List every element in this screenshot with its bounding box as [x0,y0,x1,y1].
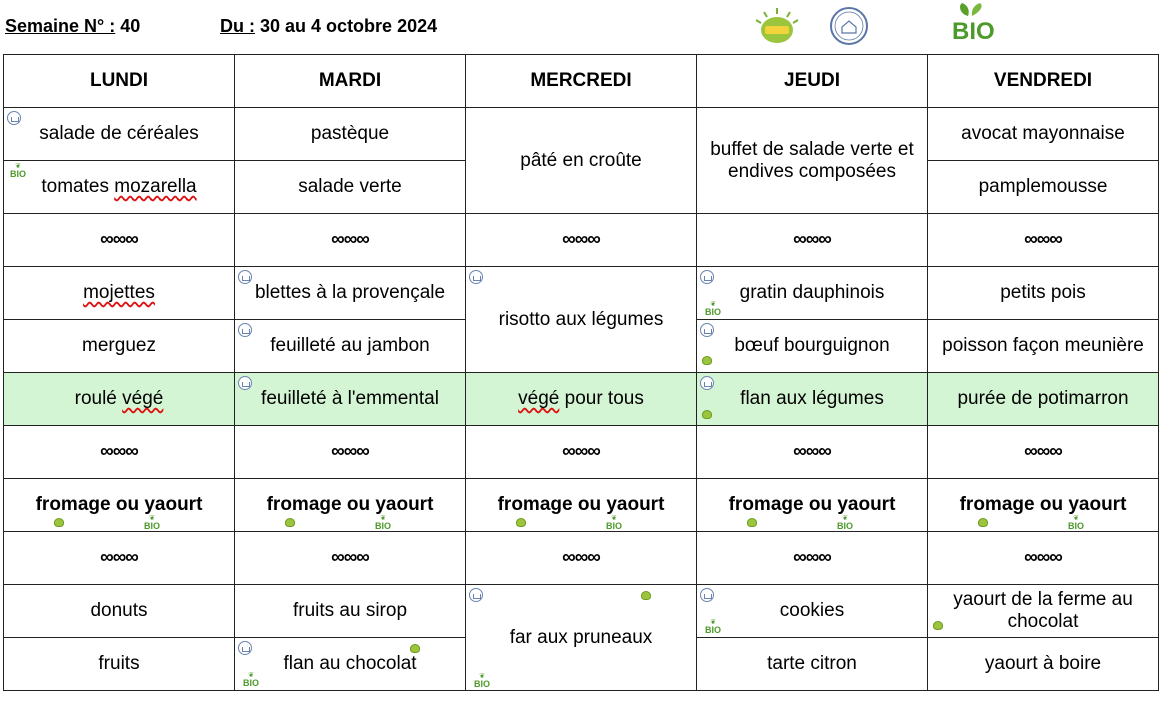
main-vendredi-2: poisson façon meunière [928,320,1159,373]
starter-lundi-1 [4,108,235,161]
fait-maison-icon [238,323,252,337]
separator-row-1 [4,214,1159,267]
main-vendredi-1: petits pois [928,267,1159,320]
dish-text: yaourt de la ferme au chocolat [953,589,1133,632]
dish-text: risotto aux légumes [498,308,664,330]
fait-maison-icon [700,323,714,337]
separator: ∞∞∞ [928,532,1159,585]
separator: ∞∞∞ [928,214,1159,267]
week-number [5,16,140,37]
separator: ∞∞∞ [235,426,466,479]
dairy-vendredi [928,479,1159,532]
produits-locaux-icon [933,621,943,630]
dish-text: fromage ou yaourt [959,494,1127,515]
starter-mardi-1: pastèque [235,108,466,161]
separator: ∞∞∞ [928,426,1159,479]
dish-text: fromage ou yaourt [497,494,665,515]
fait-maison-icon [7,111,21,125]
bio-icon: ❦ BIO [243,672,259,688]
dish-text-flagged: végé [122,388,164,409]
produits-locaux-logo [752,6,802,46]
dish-text: fromage ou yaourt [728,494,896,515]
dish-text: salade de céréales [39,123,199,144]
produits-locaux-icon [747,518,757,527]
produits-locaux-icon [978,518,988,527]
produits-locaux-icon [641,591,651,600]
fait-maison-icon [700,376,714,390]
date-label: Du : [220,16,255,36]
separator: ∞∞∞ [235,214,466,267]
dish-text-flagged: végé [518,388,560,409]
main-lundi-2: merguez [4,320,235,373]
bio-icon: ❦ BIO [144,515,160,531]
dessert-vendredi-1 [928,585,1159,638]
bio-icon: ❦ BIO [474,673,490,689]
produits-locaux-icon [516,518,526,527]
bio-icon: ❦ BIO [375,515,391,531]
fait-maison-icon [469,588,483,602]
main-mercredi [466,267,697,373]
days-row [4,55,1159,108]
separator: ∞∞∞ [4,532,235,585]
vege-mardi [235,373,466,426]
dessert-mardi-2 [235,638,466,691]
vege-mercredi [466,373,697,426]
separator: ∞∞∞ [697,214,928,267]
week-label: Semaine N° : [5,16,116,36]
main-jeudi-1 [697,267,928,320]
dairy-mardi [235,479,466,532]
separator-row-2 [4,426,1159,479]
dish-text: cookies [779,600,845,621]
main-mardi-1 [235,267,466,320]
produits-locaux-icon [285,518,295,527]
dish-text: gratin dauphinois [739,282,885,303]
separator: ∞∞∞ [235,532,466,585]
separator: ∞∞∞ [4,214,235,267]
fait-maison-icon [238,641,252,655]
date-value: 30 au 4 octobre 2024 [260,16,438,36]
separator: ∞∞∞ [697,426,928,479]
dessert-jeudi-1 [697,585,928,638]
fait-maison-icon [700,588,714,602]
dish-text: fromage ou yaourt [35,494,203,515]
bio-icon: ❦ BIO [10,163,26,179]
dessert-jeudi-2: tarte citron [697,638,928,691]
fait-maison-icon [238,376,252,390]
bio-logo [950,2,1000,42]
separator: ∞∞∞ [697,532,928,585]
menu-header [0,0,1163,54]
dish-text: fromage ou yaourt [266,494,434,515]
starter-jeudi: buffet de salade verte et endives composées [697,108,928,214]
day-header-vendredi: VENDREDI [928,55,1159,108]
dish-text-flagged: mojettes [83,282,155,303]
bio-icon: ❦ BIO [705,301,721,317]
dairy-row [4,479,1159,532]
day-header-mercredi: MERCREDI [466,55,697,108]
main-jeudi-2 [697,320,928,373]
main-mardi-2 [235,320,466,373]
separator: ∞∞∞ [466,532,697,585]
separator: ∞∞∞ [466,214,697,267]
bio-icon: ❦ BIO [705,619,721,635]
fait-maison-icon [469,270,483,284]
dish-text: flan aux légumes [740,388,884,409]
starter-mardi-2: salade verte [235,161,466,214]
dish-text: flan au chocolat [283,653,417,674]
vege-jeudi [697,373,928,426]
date-range [220,16,437,37]
main-row-1 [4,267,1159,320]
dessert-mardi-1: fruits au sirop [235,585,466,638]
day-header-jeudi: JEUDI [697,55,928,108]
dairy-lundi [4,479,235,532]
separator: ∞∞∞ [4,426,235,479]
bio-icon: ❦ BIO [837,515,853,531]
day-header-lundi: LUNDI [4,55,235,108]
dish-text: tomates [41,176,115,197]
vege-lundi [4,373,235,426]
produits-locaux-icon [410,644,420,653]
dish-text: feuilleté à l'emmental [261,388,439,409]
bio-icon: ❦ BIO [606,515,622,531]
separator-row-3 [4,532,1159,585]
dish-text-flagged: mozarella [114,176,197,197]
dessert-mercredi [466,585,697,691]
produits-locaux-icon [702,410,712,419]
starter-row-1 [4,108,1159,161]
produits-locaux-icon [702,356,712,365]
fait-maison-logo [828,6,870,46]
dish-text: bœuf bourguignon [734,335,890,356]
fait-maison-icon [700,270,714,284]
dish-text: pour tous [559,388,644,409]
bio-icon: ❦ BIO [1068,515,1084,531]
day-header-mardi: MARDI [235,55,466,108]
dairy-jeudi [697,479,928,532]
starter-vendredi-2: pamplemousse [928,161,1159,214]
dish-text: far aux pruneaux [509,626,653,648]
vege-vendredi: purée de potimarron [928,373,1159,426]
main-lundi-1 [4,267,235,320]
svg-text:BIO: BIO [952,18,995,42]
weekly-menu-table [3,54,1159,691]
dish-text: roulé [74,388,123,409]
dairy-mercredi [466,479,697,532]
dessert-row-1 [4,585,1159,638]
starter-vendredi-1: avocat mayonnaise [928,108,1159,161]
week-value: 40 [120,16,141,36]
vege-row [4,373,1159,426]
starter-mercredi: pâté en croûte [466,108,697,214]
produits-locaux-icon [54,518,64,527]
dessert-lundi-1: donuts [4,585,235,638]
separator: ∞∞∞ [466,426,697,479]
dish-text: blettes à la provençale [254,282,446,303]
dessert-lundi-2: fruits [4,638,235,691]
dish-text: feuilleté au jambon [270,335,430,356]
starter-lundi-2 [4,161,235,214]
dessert-vendredi-2: yaourt à boire [928,638,1159,691]
fait-maison-icon [238,270,252,284]
